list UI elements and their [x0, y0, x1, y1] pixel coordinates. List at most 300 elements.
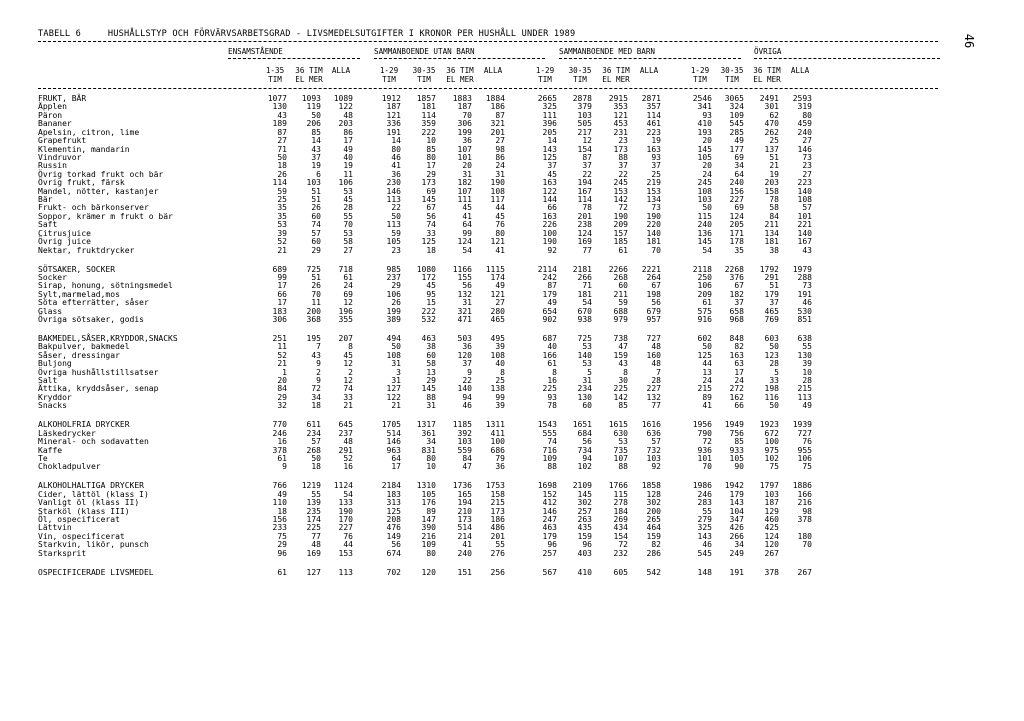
table-cell: 545 — [697, 548, 712, 558]
table-cell: 121 — [490, 237, 505, 247]
table-cell: 476 — [386, 523, 401, 533]
table-cell: 89 — [426, 506, 436, 516]
table-cell: 99 — [277, 272, 287, 282]
table-cell: 113 — [797, 392, 812, 402]
table-cell: 199 — [386, 306, 401, 316]
table-cell: 76 — [495, 220, 505, 230]
table-cell: 36 — [462, 136, 472, 146]
column-header: 1-29 TIM — [379, 66, 399, 84]
table-cell: 1166 — [452, 264, 472, 274]
table-cell: 103 — [697, 195, 712, 205]
table-cell: 57 — [311, 228, 321, 238]
table-cell: 32 — [277, 401, 287, 411]
column-group-label: ENSAMSTÅENDE — [228, 47, 283, 56]
table-cell: 33 — [426, 228, 436, 238]
table-cell: 77 — [311, 531, 321, 541]
table-cell: 278 — [613, 498, 628, 508]
table-cell: 31 — [426, 401, 436, 411]
table-cell: 154 — [577, 144, 592, 154]
table-cell: 222 — [421, 306, 436, 316]
table-cell: 78 — [582, 203, 592, 213]
table-cell: 231 — [613, 127, 628, 137]
row-label: Öl, ospecificerat — [38, 515, 120, 524]
table-cell: 179 — [764, 289, 779, 299]
table-cell: 45 — [343, 350, 353, 360]
table-cell: 115 — [697, 211, 712, 221]
row-label: FRUKT, BÄR — [38, 94, 87, 103]
table-cell: 46 — [391, 152, 401, 162]
table-cell: 1912 — [381, 94, 401, 103]
table-cell: 64 — [391, 453, 401, 463]
table-cell: 217 — [577, 127, 592, 137]
table-cell: 1310 — [416, 481, 436, 491]
table-cell: 17 — [734, 367, 744, 377]
table-cell: 172 — [421, 272, 436, 282]
table-cell: 2109 — [572, 481, 592, 491]
table-cell: 238 — [577, 220, 592, 230]
table-cell: 182 — [457, 178, 472, 188]
table-cell: 60 — [311, 237, 321, 247]
table-cell: 411 — [490, 428, 505, 438]
table-cell: 359 — [421, 119, 436, 129]
table-cell: 285 — [729, 127, 744, 137]
table-cell: 29 — [311, 245, 321, 255]
table-cell: 732 — [646, 445, 661, 455]
table-cell: 410 — [697, 119, 712, 129]
table-cell: 1884 — [485, 94, 505, 103]
table-cell: 392 — [457, 428, 472, 438]
table-cell: 658 — [729, 306, 744, 316]
table-cell: 31 — [391, 376, 401, 386]
table-cell: 985 — [386, 264, 401, 274]
table-cell: 215 — [797, 384, 812, 394]
table-cell: 205 — [542, 127, 557, 137]
table-cell: 41 — [462, 540, 472, 550]
table-cell: 185 — [613, 237, 628, 247]
table-cell: 55 — [702, 506, 712, 516]
table-cell: 75 — [769, 462, 779, 472]
table-cell: 269 — [613, 515, 628, 524]
table-cell: 190 — [613, 211, 628, 221]
table-cell: 389 — [386, 315, 401, 325]
table-cell: 148 — [697, 567, 712, 577]
table-cell: 955 — [797, 445, 812, 455]
table-cell: 689 — [272, 264, 287, 274]
row-label: Kryddor — [38, 392, 72, 402]
column-group-label: SAMMANBOENDE MED BARN — [559, 47, 656, 56]
table-cell: 190 — [338, 506, 353, 516]
table-cell: 98 — [495, 144, 505, 154]
table-cell: 396 — [542, 119, 557, 129]
table-cell: 223 — [646, 127, 661, 137]
table-cell: 702 — [386, 567, 401, 577]
table-cell: 101 — [697, 453, 712, 463]
table-cell: 957 — [646, 315, 661, 325]
table-cell: 69 — [426, 186, 436, 196]
table-cell: 225 — [542, 384, 557, 394]
table-cell: 132 — [457, 289, 472, 299]
table-cell: 267 — [764, 548, 779, 558]
table-cell: 257 — [577, 506, 592, 516]
table-cell: 58 — [343, 237, 353, 247]
table-cell: 136 — [697, 228, 712, 238]
table-cell: 198 — [646, 289, 661, 299]
table-cell: 13 — [702, 367, 712, 377]
table-cell: 191 — [386, 127, 401, 137]
table-cell: 45 — [462, 203, 472, 213]
table-cell: 124 — [457, 237, 472, 247]
table-cell: 514 — [386, 428, 401, 438]
table-cell: 286 — [646, 548, 661, 558]
table-cell: 122 — [338, 102, 353, 112]
table-cell: 64 — [734, 169, 744, 179]
header-rule — [38, 88, 938, 89]
table-cell: 105 — [729, 453, 744, 463]
table-cell: 1185 — [452, 420, 472, 430]
table-cell: 108 — [797, 195, 812, 205]
table-cell: 145 — [421, 195, 436, 205]
table-cell: 20 — [462, 161, 472, 171]
table-cell: 209 — [697, 289, 712, 299]
table-cell: 267 — [797, 567, 812, 577]
column-group-underline — [228, 58, 360, 59]
table-cell: 319 — [797, 102, 812, 112]
table-cell: 37 — [462, 359, 472, 369]
table-cell: 36 — [495, 462, 505, 472]
table-cell: 27 — [495, 136, 505, 146]
table-cell: 379 — [577, 102, 592, 112]
table-cell: 357 — [646, 102, 661, 112]
table-cell: 687 — [542, 333, 557, 343]
row-label: Vanligt öl (klass II) — [38, 498, 140, 508]
table-cell: 790 — [697, 428, 712, 438]
table-cell: 246 — [697, 489, 712, 499]
table-cell: 575 — [697, 306, 712, 316]
table-cell: 44 — [495, 203, 505, 213]
table-cell: 201 — [490, 531, 505, 541]
table-cell: 234 — [306, 428, 321, 438]
table-cell: 128 — [646, 489, 661, 499]
table-cell: 130 — [577, 392, 592, 402]
table-cell: 50 — [769, 401, 779, 411]
table-cell: 31 — [582, 376, 592, 386]
row-label: Övriga sötsaker, godis — [38, 315, 144, 325]
table-cell: 84 — [277, 384, 287, 394]
table-cell: 154 — [613, 531, 628, 541]
table-cell: 194 — [577, 178, 592, 188]
table-cell: 49 — [495, 281, 505, 291]
table-cell: 27 — [277, 136, 287, 146]
table-cell: 272 — [729, 384, 744, 394]
table-cell: 55 — [343, 211, 353, 221]
table-cell: 88 — [547, 462, 557, 472]
table-cell: 108 — [697, 186, 712, 196]
table-cell: 173 — [490, 506, 505, 516]
table-cell: 74 — [343, 384, 353, 394]
table-cell: 54 — [343, 489, 353, 499]
table-cell: 176 — [421, 498, 436, 508]
table-cell: 23 — [391, 245, 401, 255]
column-header: 36 TIM EL MER — [602, 66, 630, 84]
table-cell: 15 — [426, 298, 436, 308]
table-cell: 288 — [797, 272, 812, 282]
table-cell: 26 — [311, 281, 321, 291]
table-cell: 325 — [697, 523, 712, 533]
table-cell: 105 — [386, 237, 401, 247]
table-cell: 222 — [421, 127, 436, 137]
table-cell: 208 — [386, 515, 401, 524]
table-cell: 211 — [613, 289, 628, 299]
row-label: Vin, ospecificerat — [38, 531, 125, 541]
table-cell: 1219 — [301, 481, 321, 491]
table-cell: 99 — [495, 392, 505, 402]
table-cell: 99 — [462, 228, 472, 238]
table-cell: 916 — [697, 315, 712, 325]
row-label: Saft — [38, 220, 58, 230]
table-cell: 670 — [577, 306, 592, 316]
table-cell: 87 — [495, 110, 505, 120]
table-cell: 77 — [582, 245, 592, 255]
table-cell: 19 — [343, 161, 353, 171]
table-cell: 114 — [421, 110, 436, 120]
table-cell: 54 — [582, 298, 592, 308]
table-cell: 12 — [582, 136, 592, 146]
table-cell: 738 — [613, 333, 628, 343]
table-cell: 27 — [495, 298, 505, 308]
table-cell: 10 — [426, 462, 436, 472]
table-cell: 146 — [386, 186, 401, 196]
table-cell: 59 — [391, 228, 401, 238]
table-cell: 199 — [457, 127, 472, 137]
table-cell: 100 — [542, 228, 557, 238]
table-cell: 114 — [577, 195, 592, 205]
table-cell: 31 — [495, 169, 505, 179]
table-cell: 2181 — [572, 264, 592, 274]
table-cell: 50 — [769, 342, 779, 352]
table-cell: 979 — [613, 315, 628, 325]
table-cell: 88 — [426, 392, 436, 402]
table-cell: 567 — [542, 567, 557, 577]
table-cell: 61 — [277, 453, 287, 463]
table-cell: 67 — [426, 203, 436, 213]
table-cell: 39 — [277, 228, 287, 238]
table-cell: 23 — [618, 136, 628, 146]
table-cell: 460 — [764, 515, 779, 524]
table-cell: 22 — [618, 169, 628, 179]
table-cell: 9 — [316, 376, 321, 386]
table-cell: 173 — [457, 515, 472, 524]
table-cell: 58 — [426, 359, 436, 369]
table-cell: 672 — [764, 428, 779, 438]
table-cell: 28 — [651, 376, 661, 386]
table-cell: 61 — [702, 298, 712, 308]
row-label: Starkvin, likör, punsch — [38, 540, 149, 550]
table-cell: 205 — [729, 220, 744, 230]
table-cell: 103 — [646, 453, 661, 463]
table-cell: 96 — [277, 548, 287, 558]
table-cell: 61 — [343, 272, 353, 282]
table-cell: 29 — [426, 376, 436, 386]
table-cell: 146 — [542, 506, 557, 516]
table-cell: 16 — [277, 437, 287, 447]
table-cell: 1705 — [381, 420, 401, 430]
table-cell: 313 — [386, 498, 401, 508]
table-cell: 61 — [547, 359, 557, 369]
table-cell: 48 — [651, 359, 661, 369]
table-cell: 1736 — [452, 481, 472, 491]
row-label: Snacks — [38, 401, 67, 411]
table-cell: 831 — [421, 445, 436, 455]
table-cell: 163 — [542, 178, 557, 188]
column-header: 30-35 TIM — [568, 66, 592, 84]
row-label: Socker — [38, 272, 67, 282]
table-cell: 160 — [646, 350, 661, 360]
table-cell: 146 — [797, 144, 812, 154]
table-cell: 24 — [702, 376, 712, 386]
table-cell: 187 — [764, 498, 779, 508]
table-cell: 107 — [457, 144, 472, 154]
table-cell: 933 — [729, 445, 744, 455]
table-title: TABELL 6 HUSHÅLLSTYP OCH FÖRVÄRVSARBETSGRAD - LIVSMEDELSUTGIFTER I KRONOR PER HUSHÅLL UNDER 1989 — [38, 29, 576, 39]
table-cell: 56 — [651, 298, 661, 308]
table-cell: 48 — [311, 540, 321, 550]
table-cell: 165 — [457, 489, 472, 499]
table-cell: 425 — [764, 523, 779, 533]
table-cell: 256 — [490, 567, 505, 577]
table-cell: 325 — [542, 102, 557, 112]
table-cell: 55 — [311, 489, 321, 499]
table-cell: 686 — [490, 445, 505, 455]
table-cell: 227 — [338, 523, 353, 533]
table-cell: 734 — [577, 445, 592, 455]
table-cell: 56 — [391, 540, 401, 550]
table-cell: 48 — [651, 342, 661, 352]
table-cell: 53 — [618, 437, 628, 447]
table-cell: 63 — [734, 359, 744, 369]
table-cell: 28 — [802, 376, 812, 386]
table-cell: 109 — [421, 540, 436, 550]
table-cell: 54 — [462, 245, 472, 255]
table-cell: 727 — [646, 333, 661, 343]
table-cell: 268 — [306, 445, 321, 455]
table-cell: 16 — [547, 376, 557, 386]
table-cell: 153 — [646, 186, 661, 196]
table-cell: 121 — [490, 289, 505, 299]
table-cell: 151 — [457, 567, 472, 577]
column-header: ALLA — [639, 66, 659, 75]
table-cell: 206 — [306, 119, 321, 129]
table-cell: 92 — [651, 462, 661, 472]
table-cell: 279 — [697, 515, 712, 524]
table-cell: 25 — [769, 136, 779, 146]
table-cell: 24 — [495, 161, 505, 171]
row-label: Bananer — [38, 119, 72, 129]
table-cell: 378 — [272, 445, 287, 455]
table-cell: 147 — [421, 515, 436, 524]
table-cell: 58 — [769, 203, 779, 213]
table-cell: 12 — [343, 359, 353, 369]
table-cell: 26 — [277, 169, 287, 179]
row-label: Övrig frukt, färsk — [38, 178, 125, 188]
row-label: Glass — [38, 306, 63, 316]
table-cell: 86 — [343, 127, 353, 137]
table-cell: 87 — [582, 152, 592, 162]
table-cell: 85 — [734, 437, 744, 447]
table-cell: 559 — [457, 445, 472, 455]
table-cell: 234 — [577, 384, 592, 394]
table-cell: 187 — [386, 102, 401, 112]
table-cell: 107 — [613, 453, 628, 463]
table-cell: 78 — [769, 195, 779, 205]
table-cell: 53 — [582, 342, 592, 352]
table-cell: 5 — [587, 367, 592, 377]
table-cell: 17 — [426, 161, 436, 171]
table-cell: 66 — [547, 203, 557, 213]
row-label: Te — [38, 453, 48, 463]
table-cell: 190 — [490, 178, 505, 188]
table-cell: 102 — [577, 462, 592, 472]
row-label: Vindruvor — [38, 152, 82, 162]
table-cell: 1124 — [333, 481, 353, 491]
table-cell: 2 — [316, 367, 321, 377]
table-cell: 368 — [306, 315, 321, 325]
table-cell: 1089 — [333, 94, 353, 103]
table-cell: 505 — [577, 119, 592, 129]
table-cell: 80 — [495, 228, 505, 238]
table-cell: 227 — [646, 384, 661, 394]
table-cell: 203 — [338, 119, 353, 129]
table-cell: 45 — [547, 169, 557, 179]
row-label: Söta efterrätter, såser — [38, 298, 149, 308]
table-cell: 163 — [729, 350, 744, 360]
table-cell: 14 — [391, 136, 401, 146]
table-cell: 209 — [613, 220, 628, 230]
table-cell: 24 — [343, 281, 353, 291]
table-cell: 153 — [613, 186, 628, 196]
table-cell: 321 — [490, 119, 505, 129]
table-cell: 191 — [797, 289, 812, 299]
table-cell: 220 — [646, 220, 661, 230]
table-cell: 87 — [277, 127, 287, 137]
column-group-underline — [754, 58, 940, 59]
table-cell: 291 — [764, 272, 779, 282]
table-cell: 140 — [797, 186, 812, 196]
table-cell: 124 — [577, 228, 592, 238]
table-cell: 203 — [764, 178, 779, 188]
table-cell: 143 — [729, 498, 744, 508]
table-cell: 53 — [582, 359, 592, 369]
table-cell: 725 — [306, 264, 321, 274]
table-cell: 102 — [764, 453, 779, 463]
table-cell: 44 — [343, 540, 353, 550]
table-cell: 109 — [542, 453, 557, 463]
table-cell: 36 — [391, 169, 401, 179]
table-cell: 33 — [343, 392, 353, 402]
table-cell: 268 — [613, 272, 628, 282]
table-cell: 2878 — [572, 94, 592, 103]
table-cell: 49 — [734, 136, 744, 146]
table-cell: 93 — [651, 152, 661, 162]
table-cell: 8 — [348, 342, 353, 352]
table-cell: 14 — [547, 136, 557, 146]
table-cell: 140 — [797, 228, 812, 238]
table-cell: 301 — [764, 102, 779, 112]
table-cell: 109 — [729, 110, 744, 120]
table-cell: 103 — [577, 110, 592, 120]
table-cell: 207 — [338, 333, 353, 343]
table-cell: 376 — [729, 272, 744, 282]
table-cell: 53 — [277, 220, 287, 230]
